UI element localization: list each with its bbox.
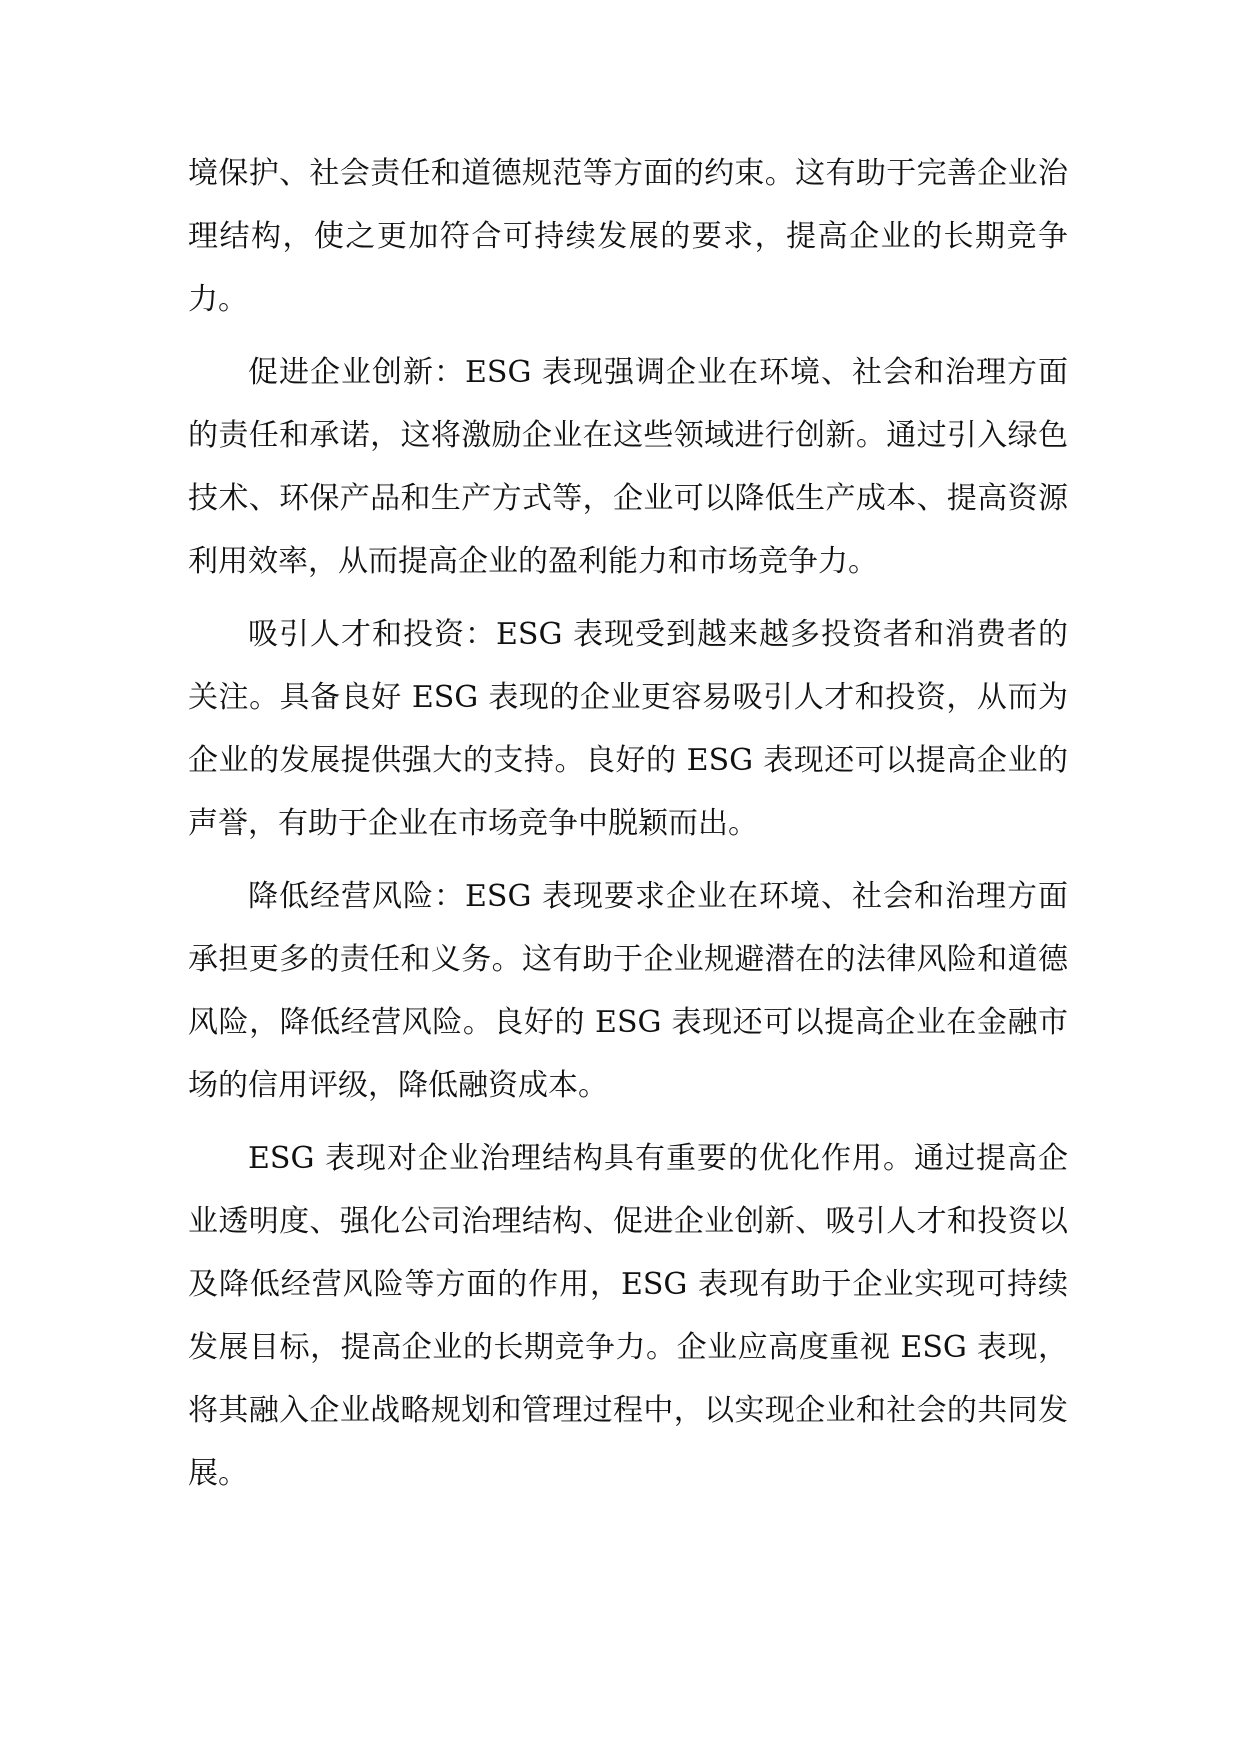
paragraph-talent-investment: 吸引人才和投资：ESG 表现受到越来越多投资者和消费者的关注。具备良好 ESG 表现的企业更容易吸引人才和投资，从而为企业的发展提供强大的支持。良好的 ESG 表现还可以提高企业的声誉，有助于企业在市场竞争中脱颖而出。 (188, 617, 1068, 841)
paragraph-conclusion: ESG 表现对企业治理结构具有重要的优化作用。通过提高企业透明度、强化公司治理结构、促进企业创新、吸引人才和投资以及降低经营风险等方面的作用，ESG 表现有助于企业实现可持续发展目标，提高企业的长期竞争力。企业应高度重视 ESG 表现，将其融入企业战略规划和管理过程中，以实现企业和社会的共同发展。 (188, 1141, 1068, 1491)
paragraph-innovation: 促进企业创新：ESG 表现强调企业在环境、社会和治理方面的责任和承诺，这将激励企业在这些领域进行创新。通过引入绿色技术、环保产品和生产方式等，企业可以降低生产成本、提高资源利用效率，从而提高企业的盈利能力和市场竞争力。 (188, 355, 1068, 579)
paragraph-risk: 降低经营风险：ESG 表现要求企业在环境、社会和治理方面承担更多的责任和义务。这有助于企业规避潜在的法律风险和道德风险，降低经营风险。良好的 ESG 表现还可以提高企业在金融市场的信用评级，降低融资成本。 (188, 879, 1068, 1103)
document-body (188, 142, 1068, 1515)
paragraph-continued: 境保护、社会责任和道德规范等方面的约束。这有助于完善企业治理结构，使之更加符合可持续发展的要求，提高企业的长期竞争力。 (188, 156, 1068, 317)
